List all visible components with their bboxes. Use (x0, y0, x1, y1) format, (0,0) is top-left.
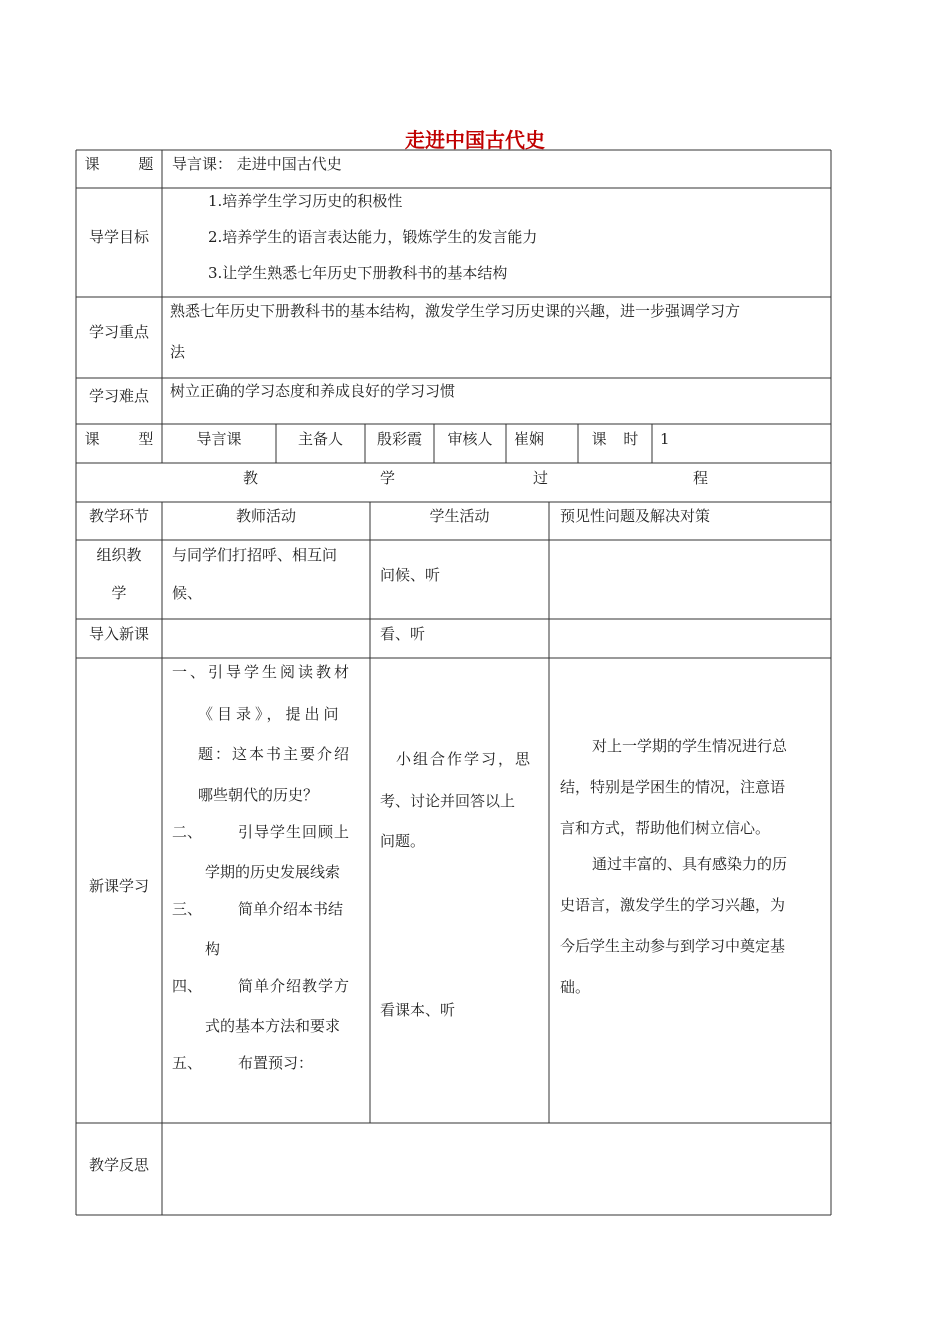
header-prevision: 预见性问题及解决对策 (560, 507, 711, 525)
teacher-step-1-line-3: 题：这本书主要介绍 (198, 745, 352, 763)
teacher-step-1: 一、引导学生阅读教材 (172, 663, 353, 681)
header-teacher: 教师活动 (235, 507, 296, 525)
teacher-step-4-line-2: 式的基本方法和要求 (205, 1017, 341, 1035)
prevision-line-3: 言和方式，帮助他们树立信心。 (560, 819, 771, 837)
teacher-step-4: 简单介绍教学方 (238, 977, 351, 995)
teacher-step-5-num: 五、 (172, 1054, 203, 1072)
preparer-label: 主备人 (297, 430, 343, 448)
organize-teacher-2: 候、 (172, 584, 203, 602)
preparer-value: 殷彩霞 (376, 430, 422, 448)
process-char-2: 学 (380, 469, 396, 487)
reviewer-value: 崔娴 (514, 430, 545, 448)
difficulty-value: 树立正确的学习态度和养成良好的学习习惯 (170, 382, 456, 400)
key-points-line-2: 法 (170, 343, 186, 361)
intro-student: 看、听 (380, 625, 426, 643)
teacher-step-2-line-2: 学期的历史发展线索 (205, 863, 341, 881)
process-char-3: 过 (533, 469, 549, 487)
teacher-step-1-line-2: 《目录》，提出问 (198, 705, 343, 723)
label-reflection: 教学反思 (88, 1156, 149, 1174)
process-char-4: 程 (693, 469, 709, 487)
label-topic: 课 题 (84, 155, 154, 173)
teacher-step-3-line-2: 构 (205, 940, 221, 958)
page-title: 走进中国古代史 (405, 128, 545, 152)
student-new-1: 小组合作学习，思 (396, 750, 533, 768)
teacher-step-2-num: 二、 (172, 823, 203, 841)
teacher-step-3: 简单介绍本书结 (238, 900, 344, 918)
prevision-line-2: 结，特别是学困生的情况，注意语 (560, 778, 786, 796)
type-value: 导言课 (196, 430, 242, 448)
label-type: 课 型 (84, 430, 154, 448)
organize-student: 问候、听 (380, 566, 441, 584)
prevision-line-7: 础。 (560, 978, 591, 996)
teacher-step-2: 引导学生回顾上 (238, 823, 351, 841)
header-student: 学生活动 (429, 507, 490, 525)
goal-3: 3.让学生熟悉七年历史下册教科书的基本结构 (208, 264, 508, 282)
label-intro: 导入新课 (88, 625, 149, 643)
teacher-step-5: 布置预习： (238, 1054, 314, 1072)
header-segment: 教学环节 (88, 507, 149, 525)
student-new-4: 看课本、听 (380, 1001, 456, 1019)
label-difficulty: 学习难点 (88, 387, 149, 405)
prevision-line-6: 今后学生主动参与到学习中奠定基 (560, 937, 786, 955)
prevision-line-4: 通过丰富的、具有感染力的历 (592, 855, 788, 873)
key-points-line-1: 熟悉七年历史下册教科书的基本结构，激发学生学习历史课的兴趣，进一步强调学习方 (170, 302, 741, 320)
label-organize-1: 组织教 (96, 546, 142, 564)
hours-value: 1 (660, 430, 670, 448)
prevision-line-1: 对上一学期的学生情况进行总 (592, 737, 788, 755)
goal-1: 1.培养学生学习历史的积极性 (208, 192, 403, 210)
student-new-3: 问题。 (380, 832, 426, 850)
label-new-lesson: 新课学习 (88, 877, 149, 895)
label-goals: 导学目标 (88, 228, 149, 246)
organize-teacher-1: 与同学们打招呼、相互问 (172, 546, 338, 564)
topic-value: 导言课： 走进中国古代史 (172, 155, 342, 173)
teacher-step-1-line-4: 哪些朝代的历史？ (198, 786, 319, 804)
reviewer-label: 审核人 (447, 430, 493, 448)
teacher-step-3-num: 三、 (172, 900, 203, 918)
label-key: 学习重点 (88, 323, 149, 341)
hours-label: 课 时 (591, 430, 639, 448)
teacher-step-4-num: 四、 (172, 977, 203, 995)
process-char-1: 教 (243, 469, 259, 487)
prevision-line-5: 史语言，激发学生的学习兴趣，为 (560, 896, 786, 914)
student-new-2: 考、讨论并回答以上 (380, 792, 516, 810)
label-organize-2: 学 (111, 584, 127, 602)
goal-2: 2.培养学生的语言表达能力，锻炼学生的发言能力 (208, 228, 538, 246)
